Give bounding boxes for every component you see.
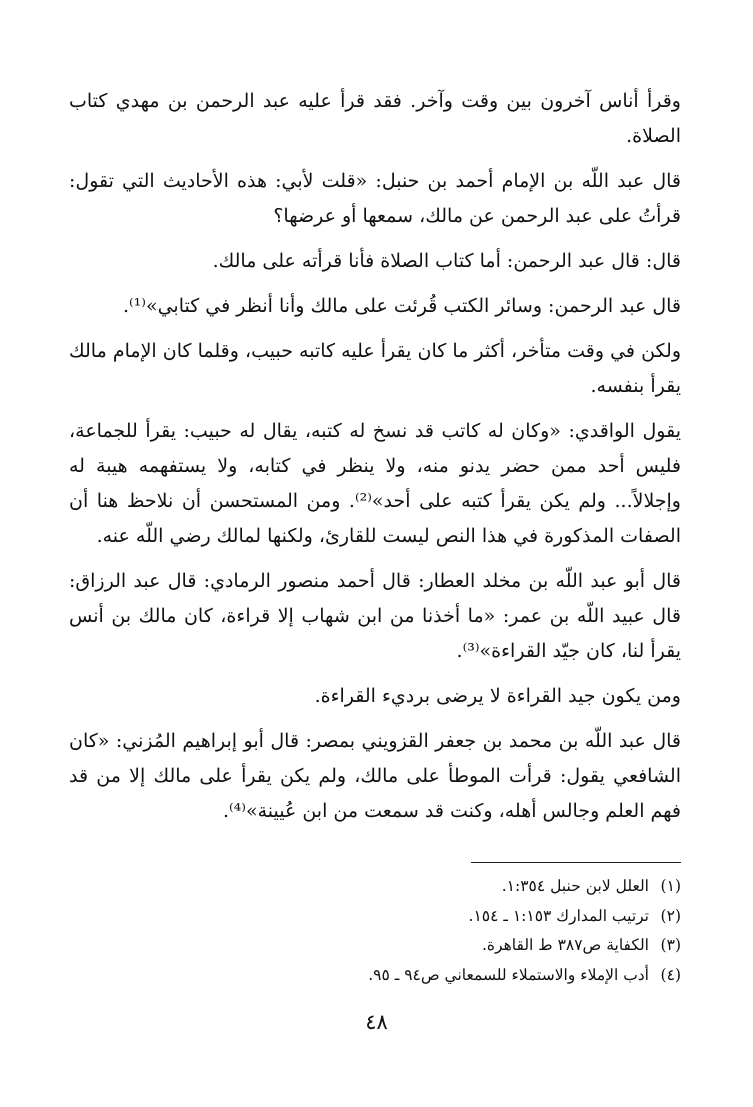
footnote: [69, 872, 681, 902]
footnote: [69, 961, 681, 991]
paragraph: ومن يكون جيد القراءة لا يرضى برديء القراءة.: [314, 685, 681, 707]
paragraph: قال عبد اللّه بن الإمام أحمد بن حنبل: «قلت لأبي: هذه الأحاديث التي تقول: قرأتُ على عبد الرحمن عن مالك، سمعها أو عرضها؟: [69, 170, 681, 227]
footnote-text: أدب الإملاء والاستملاء للسمعاني ص٩٤ ـ ٩٥.: [368, 965, 649, 984]
footnote-separator: [471, 862, 681, 863]
footnote-text: ترتيب المدارك ١:١٥٣ ـ ١٥٤.: [468, 906, 649, 925]
paragraph: يقول الواقدي: «وكان له كاتب قد نسخ له كتبه، يقال له حبيب: يقرأ للجماعة، فليس أحد ممن حضر يدنو منه، ولا ينظر في كتابه، ولا يستفهمه هيبة له وإجلالاً... ولم يكن يقرأ كتبه على أحد»⁽²⁾. ومن المستحسن أن نلاحظ هنا أن الصفات المذكورة في هذا النص ليست للقارئ، ولكنها لمالك رضي اللّه عنه.: [69, 420, 681, 547]
footnote-number: (٣): [660, 936, 681, 954]
footnote: [69, 931, 681, 961]
paragraph: وقرأ أناس آخرون بين وقت وآخر. فقد قرأ عليه عبد الرحمن بن مهدي كتاب الصلاة.: [69, 90, 681, 147]
footnote-text: العلل لابن حنبل ١:٣٥٤.: [501, 877, 649, 895]
footnote-number: (١): [660, 877, 681, 895]
footnote-number: (٢): [660, 906, 681, 925]
paragraph: قال عبد اللّه بن محمد بن جعفر القزويني بمصر: قال أبو إبراهيم المُزني: «كان الشافعي يقول: قرأت الموطأ على مالك، ولم يكن يقرأ على مالك إلا من قد فهم العلم وجالس أهله، وكنت قد سمعت من ابن عُيينة»⁽⁴⁾.: [69, 730, 681, 822]
footnote-number: (٤): [660, 965, 681, 984]
footnote-text: الكفاية ص٣٨٧ ط القاهرة.: [482, 936, 649, 954]
paragraph: قال عبد الرحمن: وسائر الكتب قُرئت على مالك وأنا أنظر في كتابي»⁽¹⁾.: [122, 295, 681, 317]
footnote: [69, 902, 681, 932]
paragraph: ولكن في وقت متأخر، أكثر ما كان يقرأ عليه كاتبه حبيب، وقلما كان الإمام مالك يقرأ بنفسه.: [69, 340, 681, 397]
paragraph: قال أبو عبد اللّه بن مخلد العطار: قال أحمد منصور الرمادي: قال عبد الرزاق: قال عبيد اللّه بن عمر: «ما أخذنا من ابن شهاب إلا قراءة، كان مالك بن أنس يقرأ لنا، كان جيّد القراءة»⁽³⁾.: [69, 570, 681, 662]
footnotes-list: [69, 872, 681, 990]
body-text: [69, 84, 681, 839]
page-number: ٤٨: [365, 1010, 388, 1034]
paragraph: قال: قال عبد الرحمن: أما كتاب الصلاة فأنا قرأته على مالك.: [212, 250, 681, 272]
